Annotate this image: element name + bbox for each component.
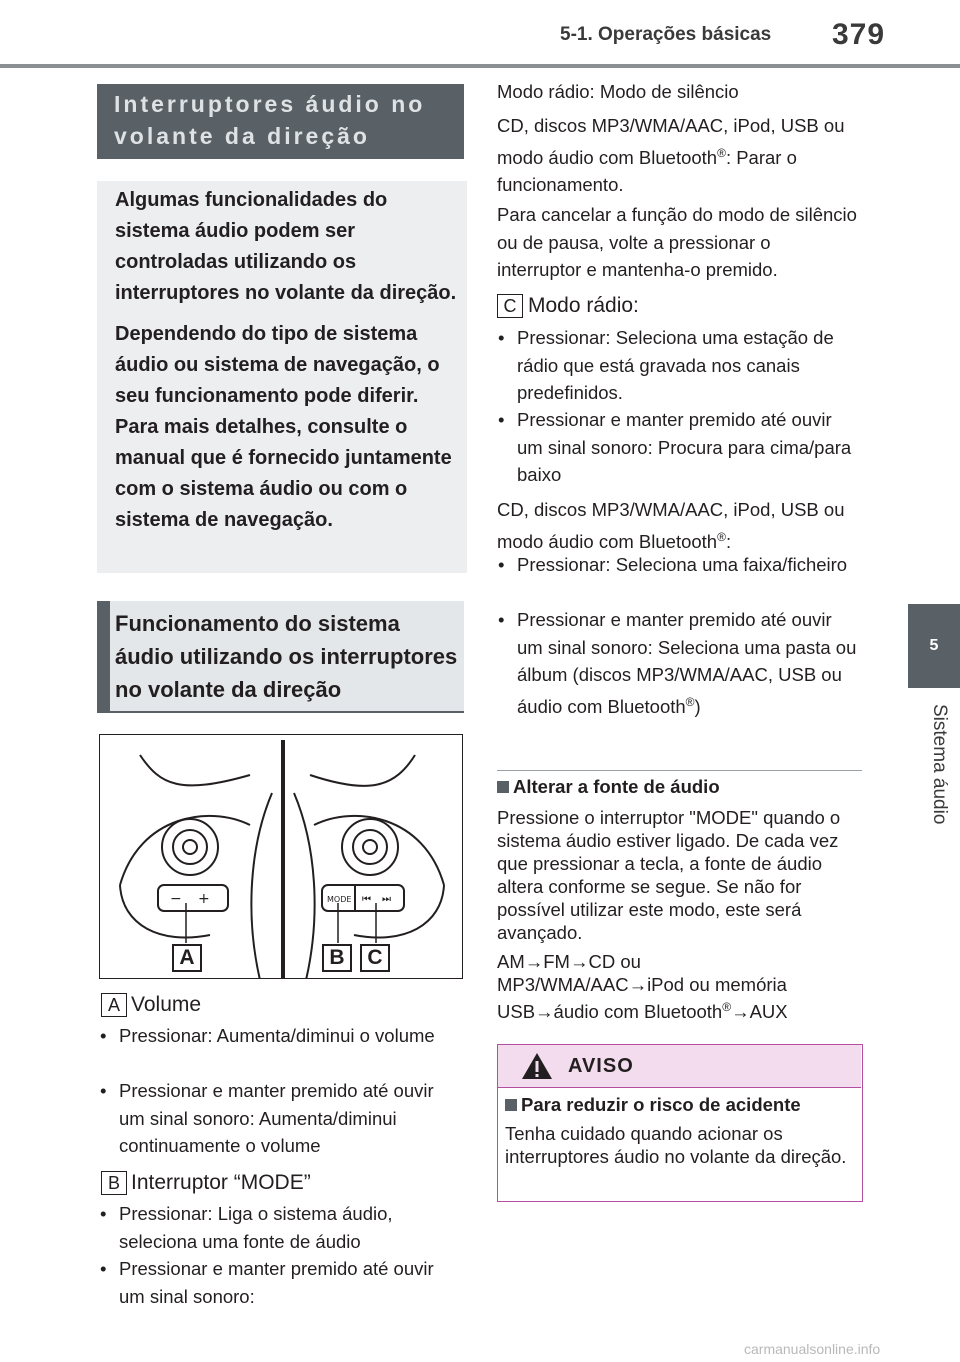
subsection-title: Funcionamento do sistema áudio utilizando os interruptores no volante da direção bbox=[97, 601, 464, 713]
warning-triangle-icon bbox=[520, 1051, 554, 1081]
mode-switch-label: MODE bbox=[327, 895, 352, 904]
list-item: • Pressionar e manter premido até ouvir um sinal sonoro: bbox=[99, 1255, 464, 1310]
registered-mark: ® bbox=[717, 529, 726, 544]
source-sequence-line: AM→FM→CD ou bbox=[497, 951, 641, 972]
item-title-mode: Interruptor “MODE” bbox=[131, 1171, 311, 1194]
list-item: • Pressionar e manter premido até ouvir um sinal sonoro: Aumenta/diminui continuamente o volume bbox=[99, 1077, 464, 1160]
cd-stop-text-start: CD, discos MP3/WMA/AAC, iPod, USB ou modo áudio com Bluetooth bbox=[497, 115, 845, 168]
warning-title: AVISO bbox=[568, 1055, 634, 1077]
item-tag-c: C bbox=[497, 294, 523, 318]
cd-mode-text-end: : bbox=[725, 530, 732, 552]
cancel-text: Para cancelar a função do modo de silêncio ou de pausa, volte a pressionar o interruptor e mantenha-o premido. bbox=[497, 204, 857, 280]
source-sequence-text-end: →AUX bbox=[731, 1001, 788, 1022]
change-source-title bbox=[497, 776, 720, 798]
square-bullet-icon bbox=[497, 781, 509, 793]
intro-paragraph: Algumas funcionalidades do sistema áudio podem ser controladas utilizando os interruptores no volante da direção. bbox=[115, 189, 457, 304]
warning-box bbox=[497, 1044, 863, 1202]
source-sequence-text: USB→áudio com Bluetooth bbox=[497, 1001, 723, 1022]
prev-track-icon: ⏮ bbox=[362, 894, 371, 905]
radio-mode-text: Modo rádio: Modo de silêncio bbox=[497, 81, 739, 102]
intro-paragraph: Dependendo do tipo de sistema áudio ou sistema de navegação, o seu funcionamento pode diferir. Para mais detalhes, consulte o manual que é fornecido juntamente com o sistema áudio ou com o sistema de navegação. bbox=[115, 323, 452, 531]
list-item: • Pressionar: Liga o sistema áudio, seleciona uma fonte de áudio bbox=[99, 1200, 464, 1255]
figure-label-a: A bbox=[172, 944, 202, 972]
steering-wheel-figure bbox=[99, 734, 463, 979]
list-item bbox=[497, 606, 862, 720]
change-source-title-text: Alterar a fonte de áudio bbox=[513, 776, 720, 797]
divider bbox=[497, 770, 862, 771]
chapter-tab: 5 bbox=[908, 604, 960, 688]
warning-subtitle bbox=[505, 1094, 801, 1116]
source-sequence bbox=[497, 950, 863, 1023]
section-title: Interruptores áudio no volante da direção bbox=[97, 84, 464, 159]
figure-label-b: B bbox=[322, 944, 352, 972]
source-sequence-line: MP3/WMA/AAC→iPod ou memória bbox=[497, 974, 787, 995]
steering-wheel-drawing bbox=[100, 735, 463, 979]
list-item-text-end: ) bbox=[694, 695, 701, 717]
list-item-text: Pressionar e manter premido até ouvir um sinal sonoro: Seleciona uma pasta ou álbum (discos MP3/WMA/AAC, USB ou áudio com Bluetooth bbox=[517, 609, 857, 717]
list-item: • Pressionar: Seleciona uma estação de rádio que está gravada nos canais predefinidos. bbox=[497, 324, 862, 407]
volume-minus-symbol: − bbox=[170, 891, 182, 907]
figure-label-c: C bbox=[360, 944, 390, 972]
page-number: 379 bbox=[832, 18, 886, 51]
list-item: • Pressionar: Aumenta/diminui o volume bbox=[99, 1022, 464, 1050]
item-title-volume: Volume bbox=[131, 993, 202, 1016]
cd-mode-text-start: CD, discos MP3/WMA/AAC, iPod, USB ou modo áudio com Bluetooth bbox=[497, 499, 845, 552]
registered-mark: ® bbox=[717, 145, 726, 160]
registered-mark: ® bbox=[685, 694, 695, 709]
item-tag-b: B bbox=[101, 1171, 127, 1195]
item-title-radio: Modo rádio: bbox=[528, 294, 639, 317]
list-item: • Pressionar: Seleciona uma faixa/ficheiro bbox=[497, 551, 862, 579]
item-tag-a: A bbox=[101, 993, 127, 1017]
change-source-body: Pressione o interruptor "MODE" quando o sistema áudio estiver ligado. De cada vez que pressionar a tecla, a fonte de áudio altera conforme se segue. Se não for possível utilizar este modo, este será avançado. bbox=[497, 807, 841, 943]
cd-mode-text bbox=[497, 496, 859, 555]
warning-subtitle-text: Para reduzir o risco de acidente bbox=[521, 1094, 801, 1115]
cd-stop-text-end: : Parar o funcionamento. bbox=[497, 146, 797, 195]
warning-header bbox=[498, 1045, 861, 1088]
source-sequence-line bbox=[497, 996, 863, 1023]
next-track-icon: ⏭ bbox=[382, 894, 391, 905]
square-bullet-icon bbox=[505, 1099, 517, 1111]
watermark: carmanualsonline.info bbox=[744, 1341, 881, 1357]
cd-stop-text bbox=[497, 112, 859, 199]
running-header: 5-1. Operações básicas bbox=[560, 24, 772, 45]
list-item: • Pressionar e manter premido até ouvir um sinal sonoro: Procura para cima/para baixo bbox=[497, 406, 862, 489]
warning-body: Tenha cuidado quando acionar os interruptores áudio no volante da direção. bbox=[505, 1123, 847, 1167]
header-rule bbox=[0, 64, 960, 68]
volume-plus-symbol: + bbox=[198, 891, 210, 907]
registered-mark: ® bbox=[722, 1000, 732, 1014]
chapter-title: Sistema áudio bbox=[929, 704, 950, 825]
intro-box bbox=[97, 181, 467, 573]
